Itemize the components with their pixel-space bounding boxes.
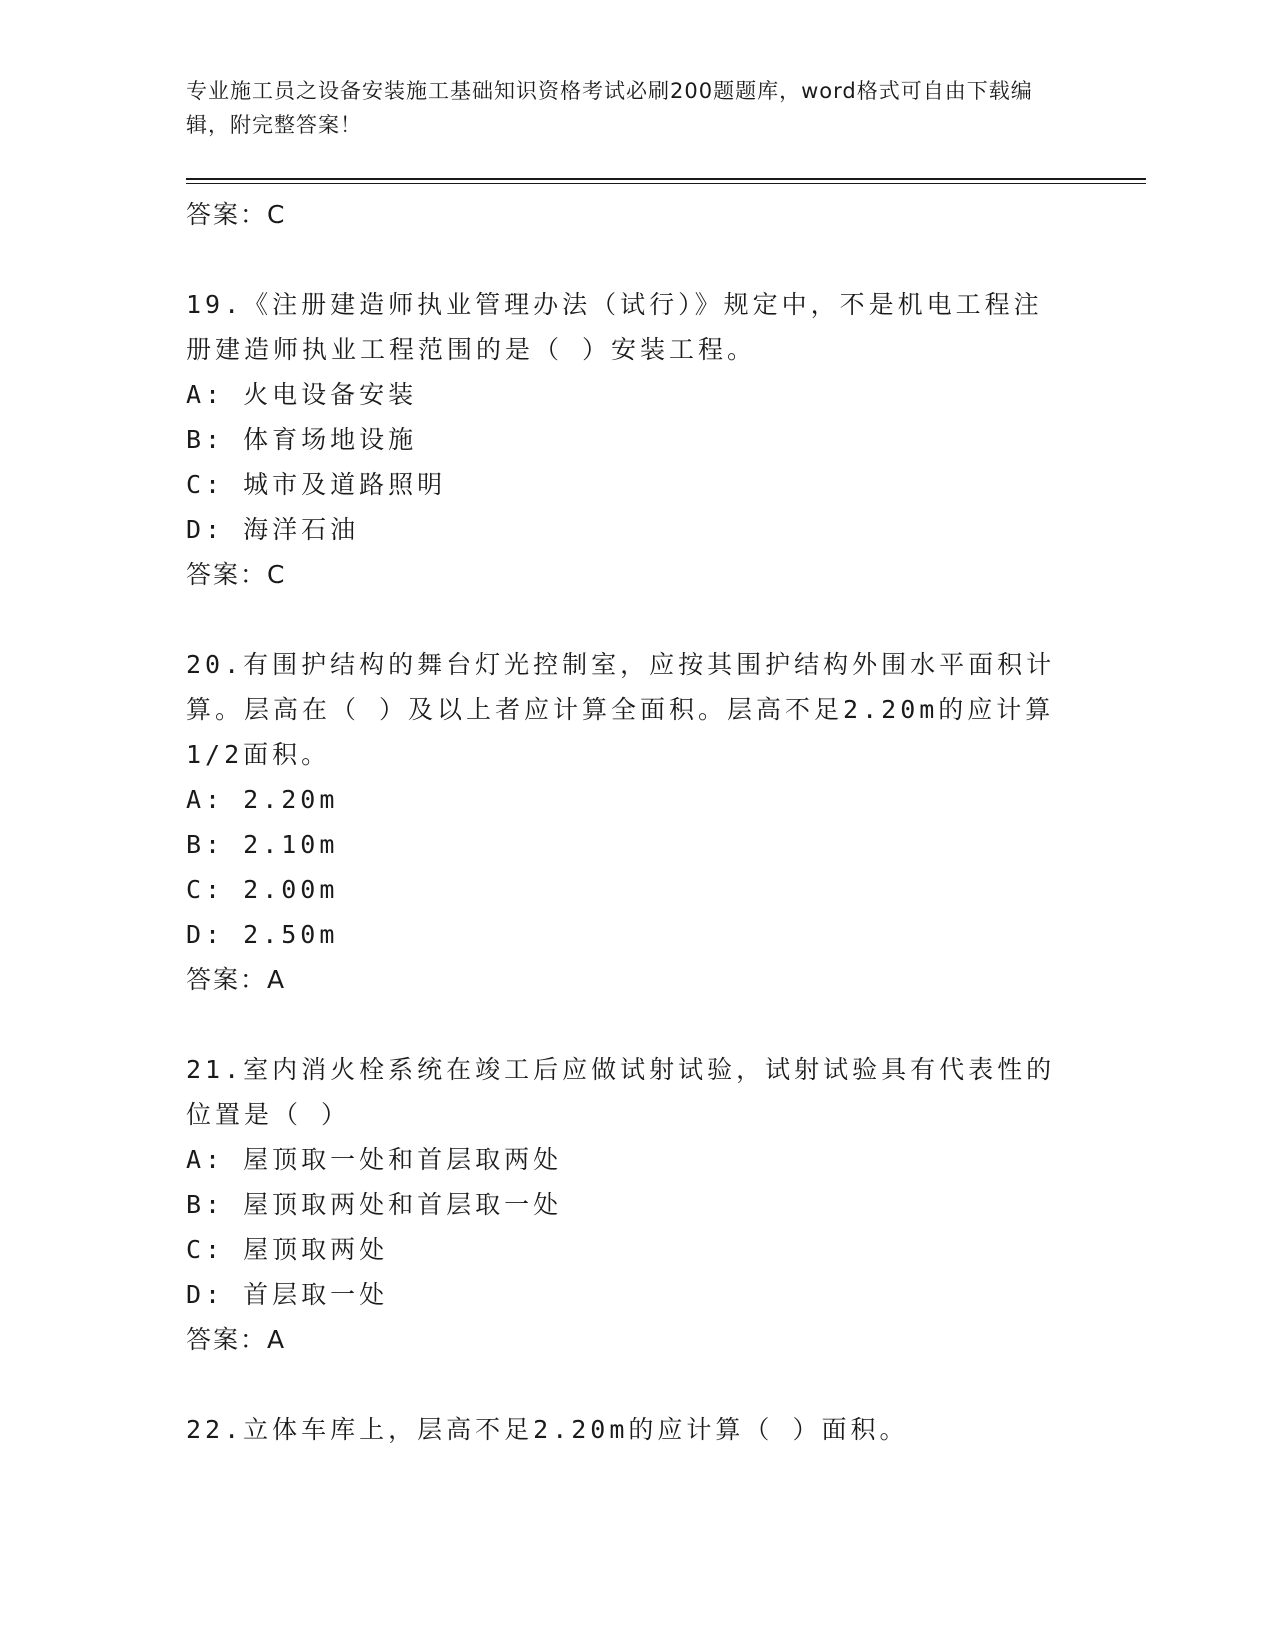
option-b: B: 2.10m <box>186 830 339 859</box>
option-d: D: 2.50m <box>186 920 339 949</box>
question-19 <box>186 282 1066 597</box>
option-d: D: 海洋石油 <box>186 515 360 544</box>
question-22 <box>186 1407 1066 1452</box>
option-b: B: 体育场地设施 <box>186 425 418 454</box>
option-a: A: 2.20m <box>186 785 339 814</box>
option-c: C: 城市及道路照明 <box>186 470 447 499</box>
page-header: 专业施工员之设备安装施工基础知识资格考试必刷200题题库，word格式可自由下载编辑，附完整答案！ <box>186 79 1033 137</box>
option-c: C: 屋顶取两处 <box>186 1235 389 1264</box>
option-d: D: 首层取一处 <box>186 1280 389 1309</box>
question-text: 19.《注册建造师执业管理办法（试行）》规定中，不是机电工程注册建造师执业工程范围的是（ ）安装工程。 <box>186 290 1043 364</box>
answer: 答案：A <box>186 1325 287 1354</box>
answer: 答案：A <box>186 965 287 994</box>
option-a: A: 屋顶取一处和首层取两处 <box>186 1145 563 1174</box>
option-a: A: 火电设备安装 <box>186 380 418 409</box>
question-20 <box>186 642 1066 1002</box>
question-text: 21.室内消火栓系统在竣工后应做试射试验，试射试验具有代表性的位置是（ ） <box>186 1055 1056 1129</box>
answer-prev: 答案：C <box>186 200 287 229</box>
question-text: 20.有围护结构的舞台灯光控制室，应按其围护结构外围水平面积计算。层高在（ ）及以上者应计算全面积。层高不足2.20m的应计算1/2面积。 <box>186 650 1056 769</box>
option-b: B: 屋顶取两处和首层取一处 <box>186 1190 563 1219</box>
answer: 答案：C <box>186 560 287 589</box>
header-rule-thin <box>186 183 1146 184</box>
document-content <box>186 188 1066 1452</box>
question-text: 22.立体车库上，层高不足2.20m的应计算（ ）面积。 <box>186 1415 909 1444</box>
question-21 <box>186 1047 1066 1362</box>
option-c: C: 2.00m <box>186 875 339 904</box>
header-rule-thick <box>186 178 1146 180</box>
